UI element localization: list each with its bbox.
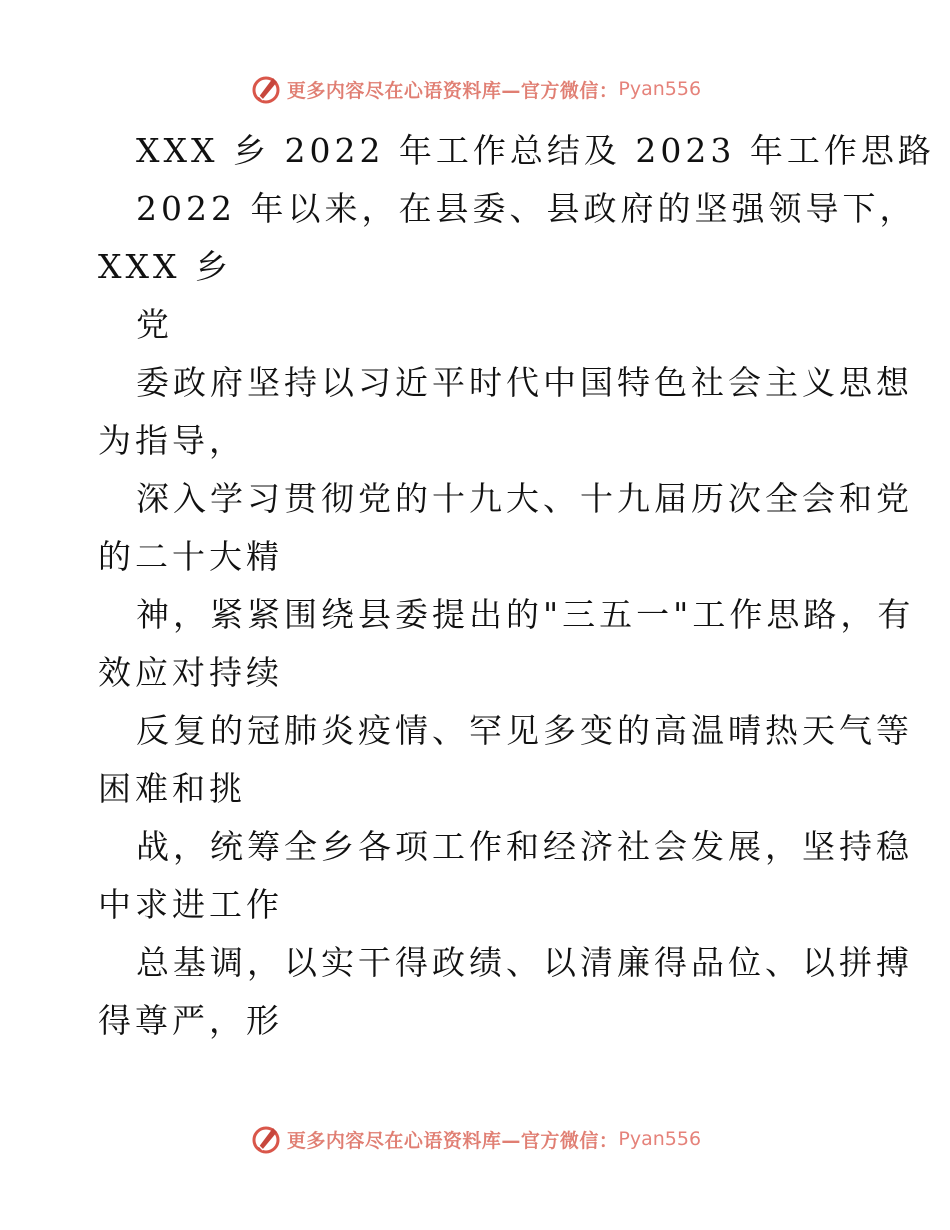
- paragraph-line: 2022 年以来，在县委、县政府的坚强领导下，: [136, 189, 917, 228]
- paragraph-line: 战，统筹全乡各项工作和经济社会发展，坚持稳: [136, 827, 913, 866]
- watermark-wechat-id: Pyan556: [618, 1128, 702, 1150]
- paragraph-line: XXX 乡: [98, 247, 232, 286]
- paragraph-line: 总基调，以实干得政绩、以清廉得品位、以拼搏: [136, 943, 913, 982]
- paragraph-line: 委政府坚持以习近平时代中国特色社会主义思想: [136, 363, 913, 402]
- pen-nib-logo-icon: [249, 72, 283, 106]
- pen-nib-logo-icon: [249, 1122, 283, 1156]
- document-body: [98, 122, 935, 1050]
- paragraph-line: 党: [136, 305, 173, 344]
- paragraph-line: 为指导，: [98, 421, 246, 460]
- footer-watermark: [0, 1122, 950, 1156]
- paragraph-line: 神，紧紧围绕县委提出的"三五一"工作思路，有: [136, 595, 915, 634]
- header-watermark: [0, 72, 950, 106]
- watermark-text: 更多内容尽在心语资料库—官方微信：: [286, 1129, 619, 1152]
- paragraph-line: 困难和挑: [98, 769, 246, 808]
- paragraph-line: 深入学习贯彻党的十九大、十九届历次全会和党: [136, 479, 913, 518]
- document-title: XXX 乡 2022 年工作总结及 2023 年工作思路: [136, 131, 935, 170]
- paragraph-line: 中求进工作: [98, 885, 283, 924]
- watermark-text: 更多内容尽在心语资料库—官方微信：: [286, 79, 619, 102]
- paragraph-line: 的二十大精: [98, 537, 283, 576]
- paragraph-line: 反复的冠肺炎疫情、罕见多变的高温晴热天气等: [136, 711, 913, 750]
- watermark-wechat-id: Pyan556: [618, 78, 702, 100]
- paragraph-line: 效应对持续: [98, 653, 283, 692]
- paragraph-line: 得尊严，形: [98, 1001, 283, 1040]
